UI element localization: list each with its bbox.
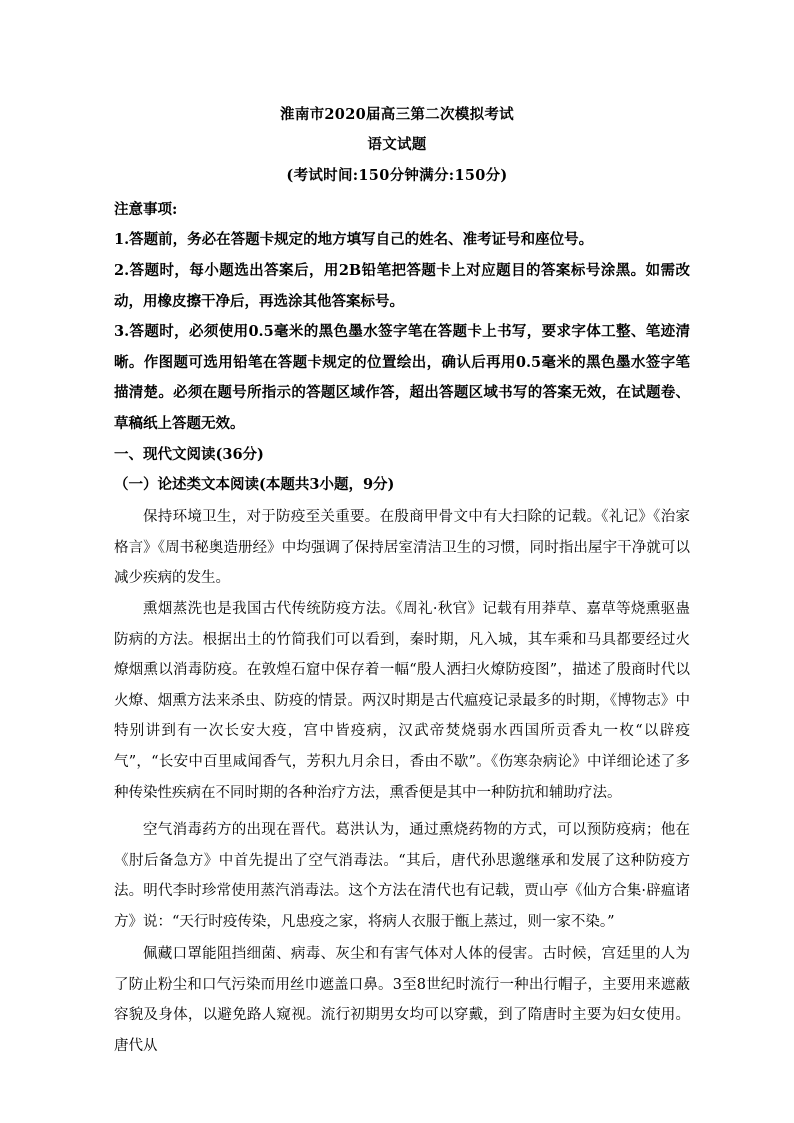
article-paragraph-3: 空气消毒药方的出现在晋代。葛洪认为，通过熏烧药物的方式，可以预防疫病；他在《肘后备急方》中首先提出了空气消毒法。“其后，唐代孙思邈继承和发展了这种防疫方法。明代李时珍常使用蒸汽消毒法。这个方法在清代也有记载，贾山亭《仙方合集·辟瘟诸方》说：“天行时疫传染，凡患疫之家，将病人衣服于甑上蒸过，则一家不染。” bbox=[114, 822, 690, 930]
notice-item-2: 2.答题时，每小题选出答案后，用2B铅笔把答题卡上对应题目的答案标号涂黑。如需改动，用橡皮擦干净后，再选涂其他答案标号。 bbox=[114, 262, 690, 310]
exam-title: 淮南市2020届高三第二次模拟考试 bbox=[280, 106, 514, 123]
subject-title: 语文试题 bbox=[367, 136, 427, 153]
article-paragraph-4: 佩藏口罩能阻挡细菌、病毒、灰尘和有害气体对人体的侵害。古时候，宫廷里的人为了防止粉尘和口气污染而用丝巾遮盖口鼻。3至8世纪时流行一种出行帽子，主要用来遮蔽容貌及身体，以避免路人窥视。流行初期男女均可以穿戴，到了隋唐时主要为妇女使用。唐代从 bbox=[114, 946, 690, 1054]
section-title: 一、现代文阅读(36分) bbox=[114, 446, 264, 463]
article-paragraph-1: 保持环境卫生，对于防疫至关重要。在殷商甲骨文中有大扫除的记载。《礼记》《治家格言》《周书秘奥造册经》中均强调了保持居室清洁卫生的习惯，同时指出屋宇干净就可以减少疾病的发生。 bbox=[114, 509, 690, 587]
notice-heading: 注意事项: bbox=[114, 201, 178, 218]
subsection-title: （一）论述类文本阅读(本题共3小题，9分) bbox=[114, 476, 395, 493]
notice-item-1: 1.答题前，务必在答题卡规定的地方填写自己的姓名、准考证号和座位号。 bbox=[114, 231, 594, 248]
notice-item-3: 3.答题时，必须使用0.5毫米的黑色墨水签字笔在答题卡上书写，要求字体工整、笔迹清晰。作图题可选用铅笔在答题卡规定的位置绘出，确认后再用0.5毫米的黑色墨水签字笔描清楚。必须在题号所指示的答题区域作答，超出答题区域书写的答案无效，在试题卷、草稿纸上答题无效。 bbox=[114, 323, 690, 432]
article-paragraph-2: 熏烟蒸洗也是我国古代传统防疫方法。《周礼·秋官》记载有用莽草、嘉草等烧熏驱蛊防病的方法。根据出土的竹简我们可以看到，秦时期，凡入城，其车乘和马具都要经过火燎烟熏以消毒防疫。在敦煌石窟中保存着一幅“殷人洒扫火燎防疫图”，描述了殷商时代以火燎、烟熏方法来杀虫、防疫的情景。两汉时期是古代瘟疫记录最多的时期，《博物志》中特别讲到有一次长安大疫，宫中皆疫病，汉武帝焚烧弱水西国所贡香丸一枚“以辟疫气”，“长安中百里咸闻香气，芳积九月余日，香由不歇”。《伤寒杂病论》中详细论述了多种传染性疾病在不同时期的各种治疗方法，熏香便是其中一种防抗和辅助疗法。 bbox=[114, 601, 690, 801]
exam-info: (考试时间:150分钟满分:150分) bbox=[286, 167, 508, 184]
